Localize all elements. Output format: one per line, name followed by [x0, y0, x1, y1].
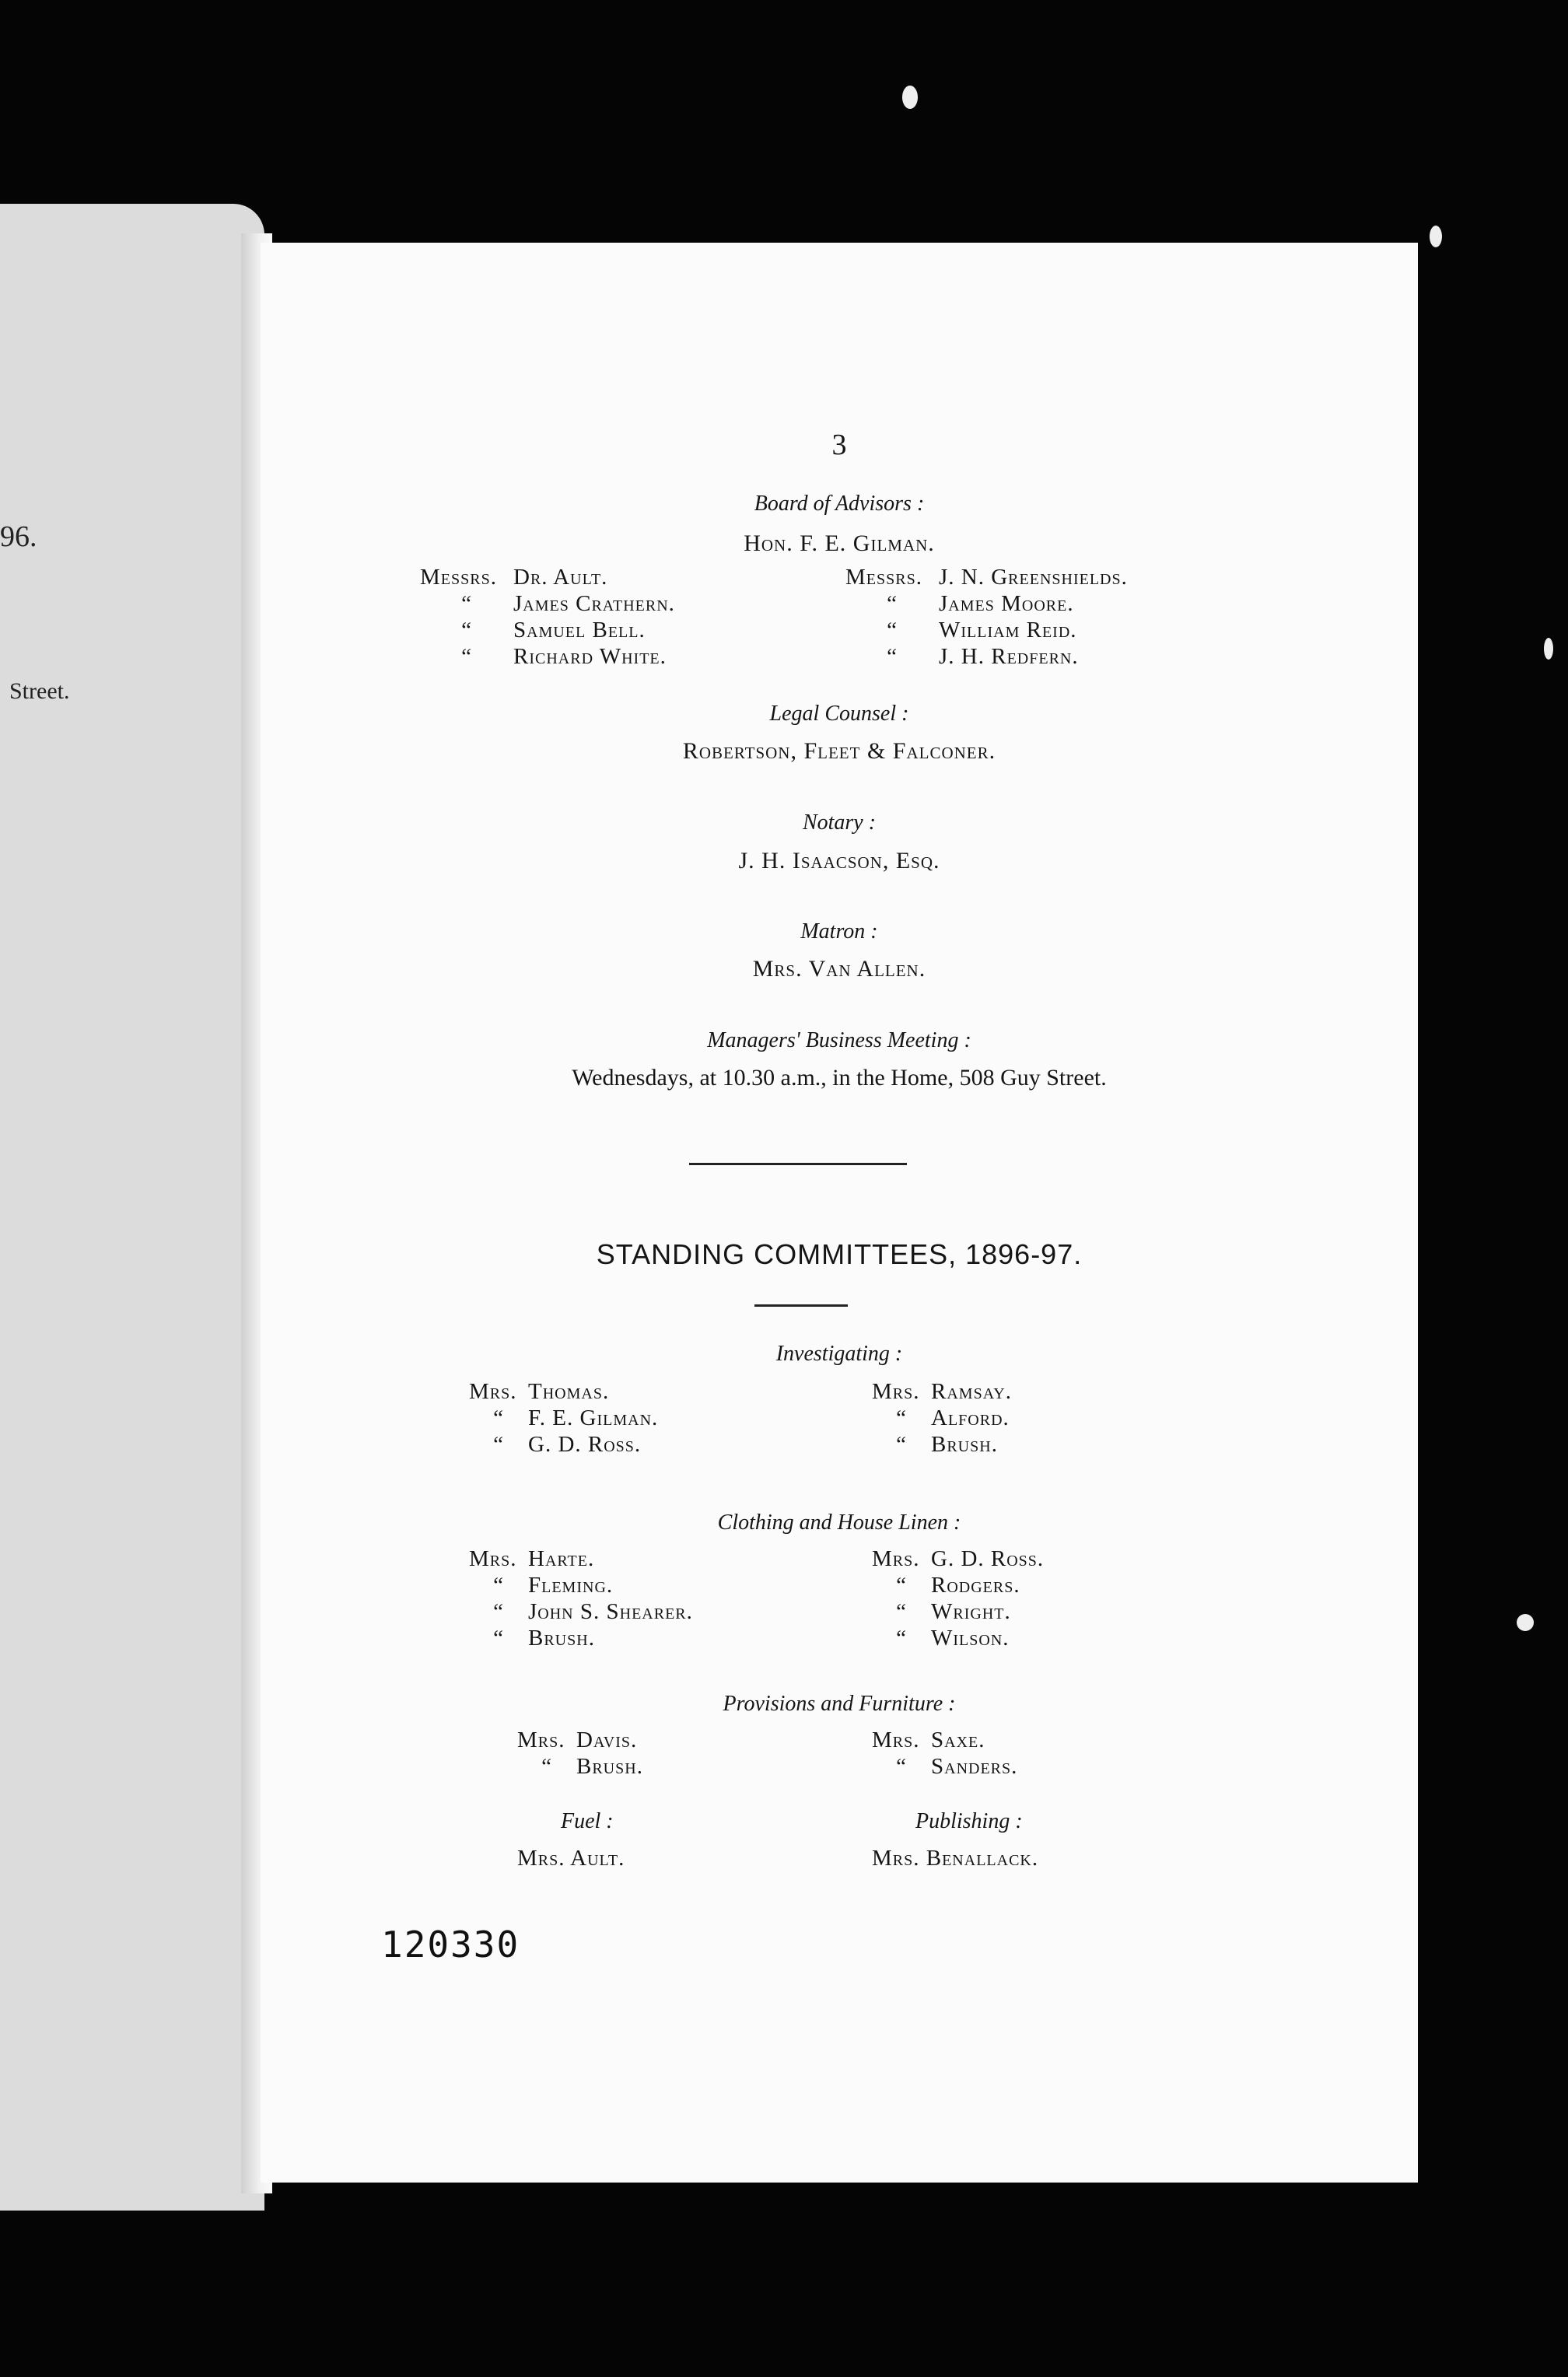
list-item: Mrs. Thomas. — [469, 1379, 610, 1404]
list-item: “ J. H. Redfern. — [887, 644, 1079, 669]
list-item: “ Rodgers. — [896, 1573, 1020, 1598]
publishing-heading: Publishing : — [915, 1809, 1023, 1833]
matron-heading: Matron : — [800, 919, 878, 943]
notary-value: J. H. Isaacson, Esq. — [738, 848, 940, 873]
scan-speck — [902, 86, 918, 109]
document-page — [261, 243, 1418, 2183]
list-item: Mrs. Ramsay. — [872, 1379, 1012, 1404]
list-item: “ Wilson. — [896, 1626, 1010, 1651]
section-title: STANDING COMMITTEES, 1896-97. — [596, 1238, 1083, 1270]
scan-speck — [1517, 1614, 1534, 1631]
investigating-heading: Investigating : — [775, 1342, 903, 1366]
provisions-left-column — [517, 1727, 643, 1780]
list-item: “ John S. Shearer. — [493, 1599, 693, 1624]
divider — [689, 1163, 907, 1165]
notary-heading: Notary : — [802, 810, 877, 835]
list-item: Messrs. J. N. Greenshields. — [845, 565, 1128, 590]
catalog-number: 120330 — [381, 1924, 520, 1966]
investigating-right-column — [872, 1378, 1012, 1458]
list-item: “ Samuel Bell. — [461, 618, 646, 642]
scan-speck — [1430, 226, 1442, 247]
matron-value: Mrs. Van Allen. — [752, 956, 926, 982]
facing-page — [0, 204, 264, 2211]
page-number: 3 — [831, 429, 847, 461]
publishing-value: Mrs. Benallack. — [872, 1846, 1039, 1871]
provisions-right-column — [872, 1727, 1017, 1780]
fuel-heading: Fuel : — [561, 1809, 614, 1833]
facing-page-fragment: 96. — [0, 520, 37, 553]
meeting-heading: Managers' Business Meeting : — [707, 1028, 971, 1052]
list-item: “ Sanders. — [896, 1754, 1018, 1779]
scan-speck — [1544, 638, 1553, 660]
list-item: “ Alford. — [896, 1406, 1010, 1430]
board-chair: Hon. F. E. Gilman. — [744, 530, 935, 556]
clothing-heading: Clothing and House Linen : — [717, 1511, 961, 1535]
board-right-column — [845, 564, 1128, 670]
investigating-left-column — [469, 1378, 658, 1458]
fuel-value: Mrs. Ault. — [517, 1846, 625, 1871]
legal-heading: Legal Counsel : — [769, 702, 909, 726]
clothing-left-column — [469, 1546, 693, 1651]
list-item: “ James Crathern. — [461, 591, 675, 616]
list-item: “ William Reid. — [887, 618, 1077, 642]
list-item: Mrs. Harte. — [469, 1546, 595, 1571]
list-item: “ James Moore. — [887, 591, 1074, 616]
clothing-right-column — [872, 1546, 1044, 1651]
list-item: “ Wright. — [896, 1599, 1011, 1624]
list-item: “ Brush. — [541, 1754, 643, 1779]
list-item: “ Brush. — [896, 1432, 998, 1457]
list-item: Mrs. Davis. — [517, 1728, 638, 1752]
board-left-column — [420, 564, 675, 670]
list-item: “ Fleming. — [493, 1573, 614, 1598]
list-item: “ Brush. — [493, 1626, 595, 1651]
provisions-heading: Provisions and Furniture : — [723, 1692, 956, 1716]
list-item: “ F. E. Gilman. — [493, 1406, 659, 1430]
board-heading: Board of Advisors : — [754, 492, 925, 516]
meeting-value: Wednesdays, at 10.30 a.m., in the Home, 508 Guy Street. — [572, 1065, 1107, 1090]
legal-value: Robertson, Fleet & Falconer. — [682, 738, 996, 764]
list-item: Messrs. Dr. Ault. — [420, 565, 608, 590]
divider — [754, 1304, 848, 1307]
list-item: Mrs. G. D. Ross. — [872, 1546, 1045, 1571]
list-item: Mrs. Saxe. — [872, 1728, 985, 1752]
list-item: “ G. D. Ross. — [493, 1432, 642, 1457]
list-item: “ Richard White. — [461, 644, 667, 669]
facing-page-fragment: Street. — [9, 678, 70, 704]
